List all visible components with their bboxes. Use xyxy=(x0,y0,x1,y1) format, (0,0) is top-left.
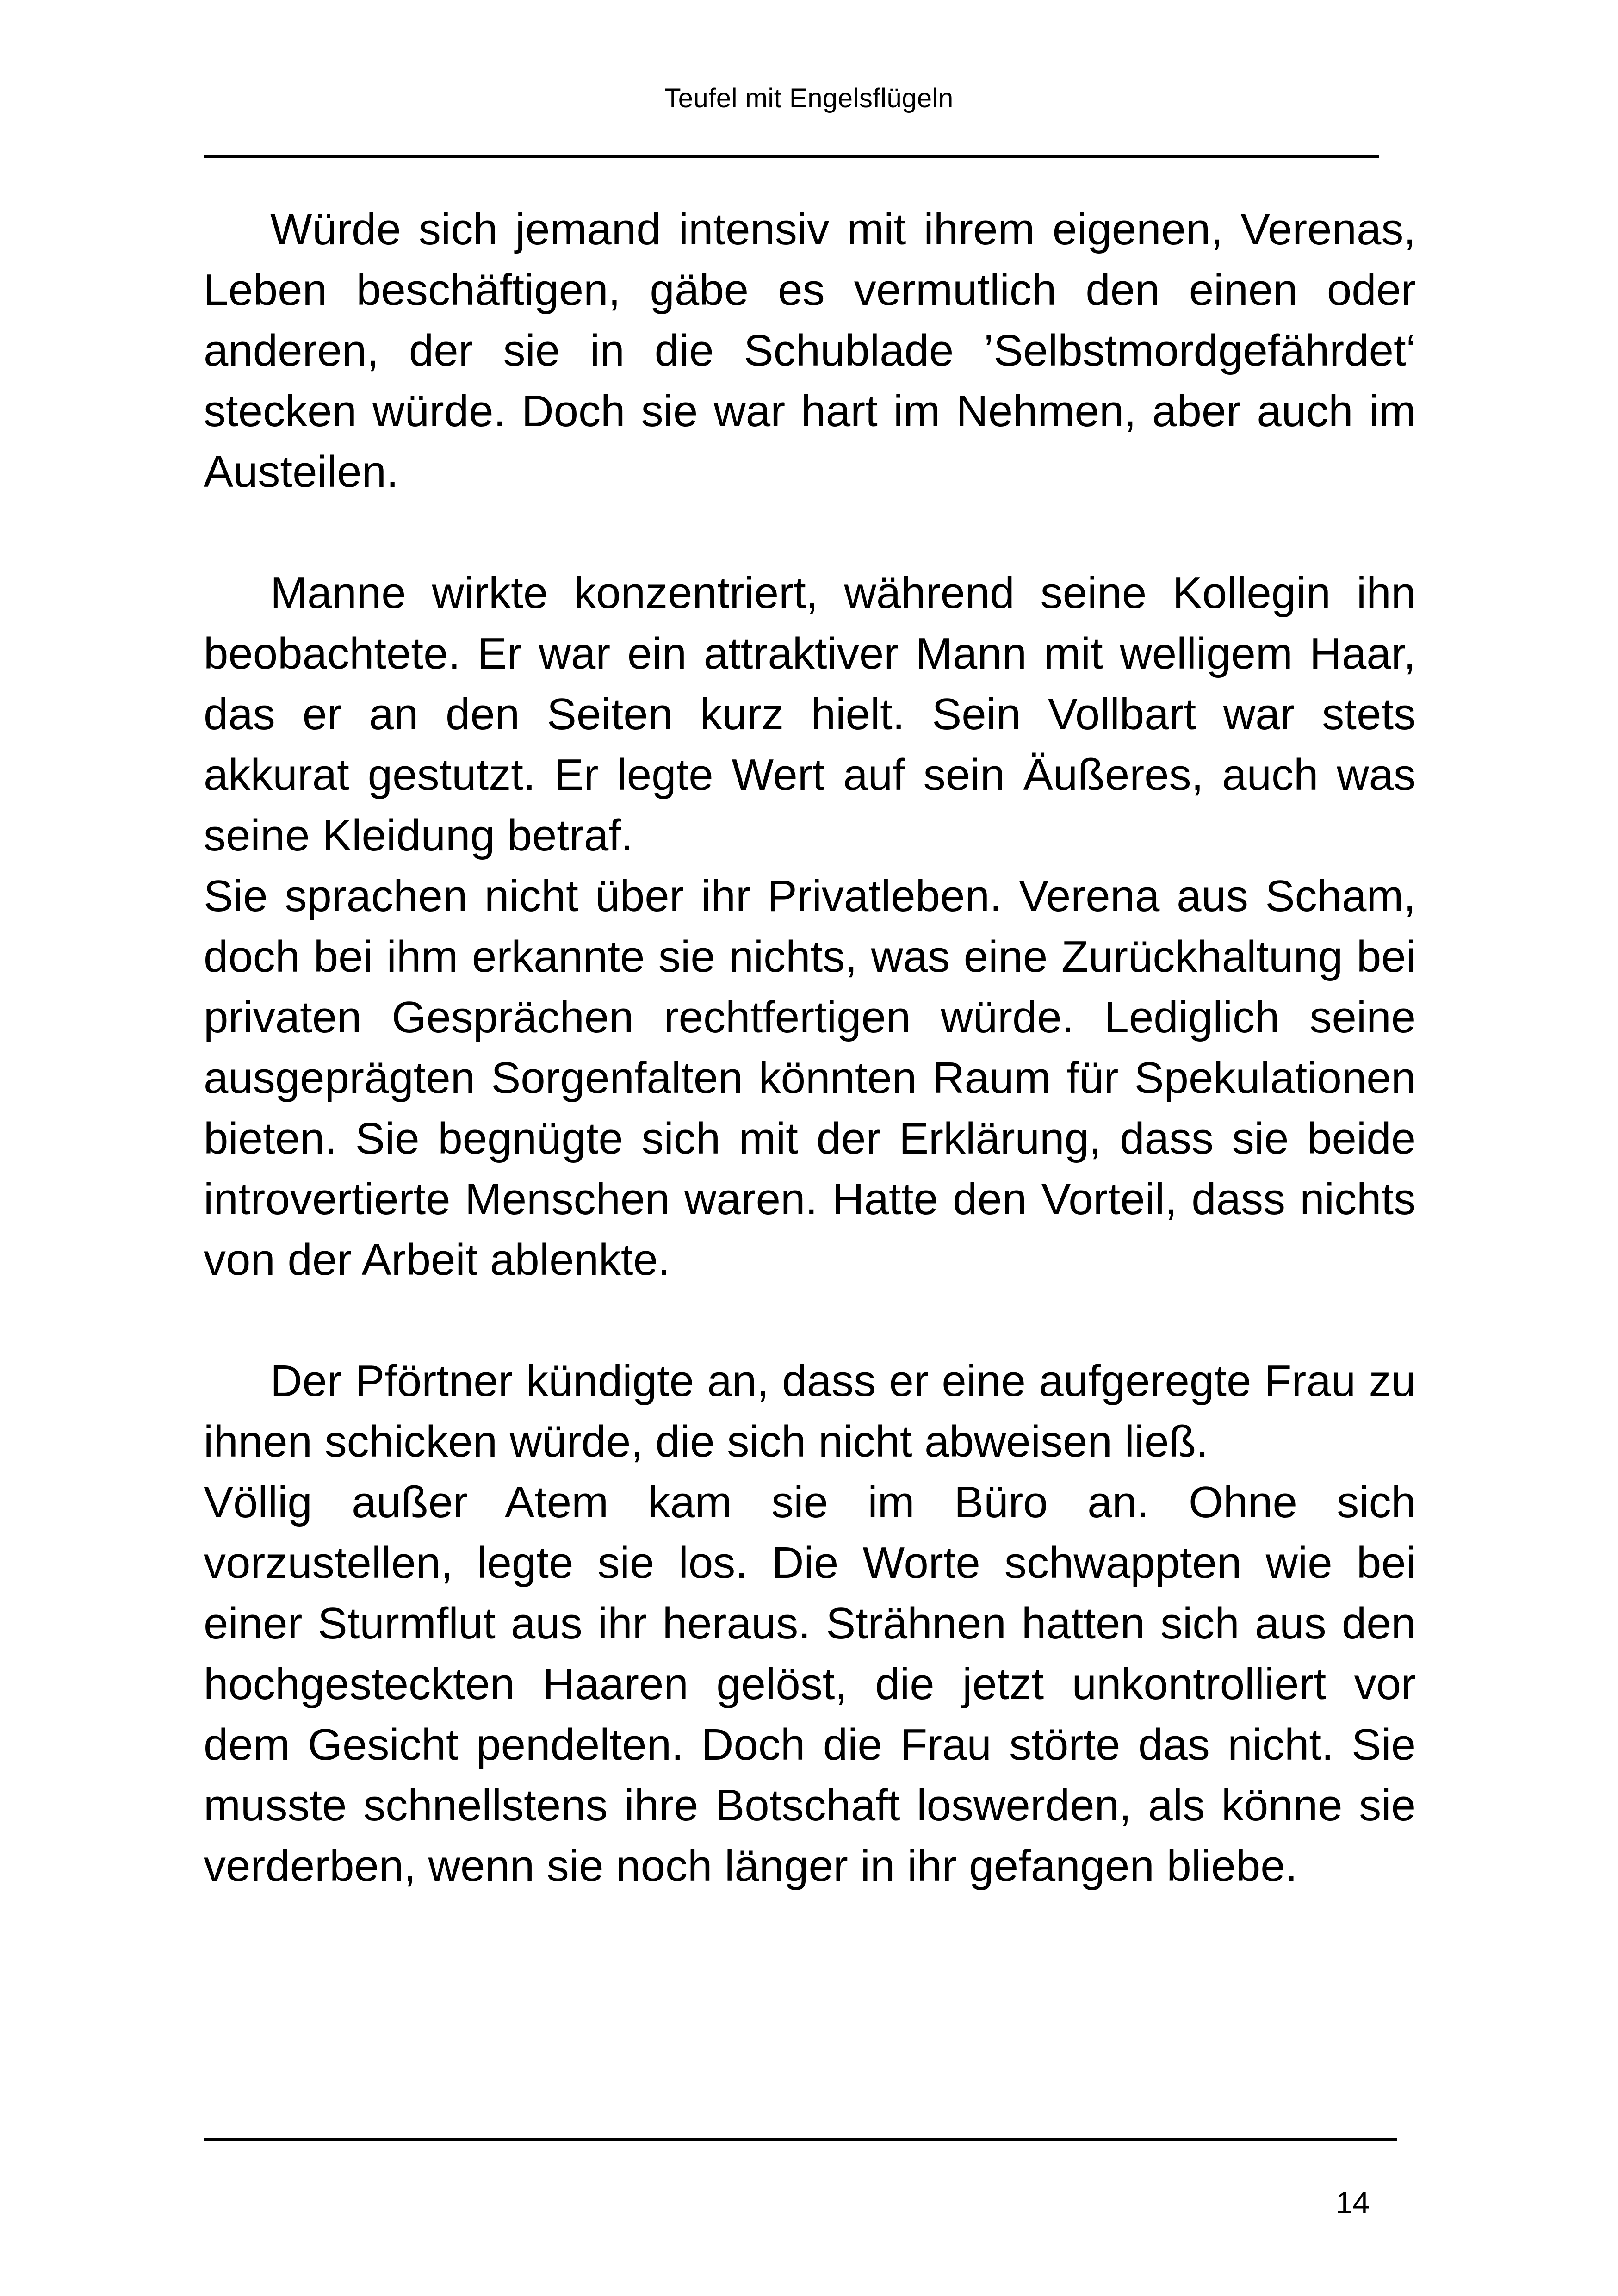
paragraph-5: Völlig außer Atem kam sie im Büro an. Ohne sich vorzustellen, legte sie los. Die Worte schwappten wie bei einer Sturmflut aus ihr heraus. Strähnen hatten sich aus den hochgesteckten Haaren gelöst, die jetzt unkontrolliert vor dem Gesicht pendelten. Doch die Frau störte das nicht. Sie musste schnellstens ihre Botschaft loswerden, als könne sie verderben, wenn sie noch länger in ihr gefangen bliebe. xyxy=(204,1477,1416,1891)
header-rule xyxy=(204,155,1379,158)
paragraph-4: Der Pförtner kündigte an, dass er eine aufgeregte Frau zu ihnen schicken würde, die sich nicht abweisen ließ. xyxy=(204,1356,1416,1466)
page-number: 14 xyxy=(1335,2185,1370,2220)
paragraph-2: Manne wirkte konzentriert, während seine Kollegin ihn beobachtete. Er war ein attraktiver Mann mit welligem Haar, das er an den Seiten kurz hielt. Sein Vollbart war stets akkurat gestutzt. Er legte Wert auf sein Äußeres, auch was seine Kleidung betraf. xyxy=(204,568,1416,860)
footer-rule xyxy=(204,2138,1397,2141)
page-body xyxy=(204,199,1416,1896)
running-header: Teufel mit Engelsflügeln xyxy=(664,83,954,113)
paragraph-1: Würde sich jemand intensiv mit ihrem eigenen, Verenas, Leben beschäftigen, gäbe es vermutlich den einen oder anderen, der sie in die Schublade ’Selbstmordgefährdet‘ stecken würde. Doch sie war hart im Nehmen, aber auch im Austeilen. xyxy=(204,205,1416,496)
paragraph-3: Sie sprachen nicht über ihr Privatleben. Verena aus Scham, doch bei ihm erkannte sie nichts, was eine Zurückhaltung bei privaten Gesprächen rechtfertigen würde. Lediglich seine ausgeprägten Sorgenfalten könnten Raum für Spekulationen bieten. Sie begnügte sich mit der Erklärung, dass sie beide introvertierte Menschen waren. Hatte den Vorteil, dass nichts von der Arbeit ablenkte. xyxy=(204,871,1416,1285)
